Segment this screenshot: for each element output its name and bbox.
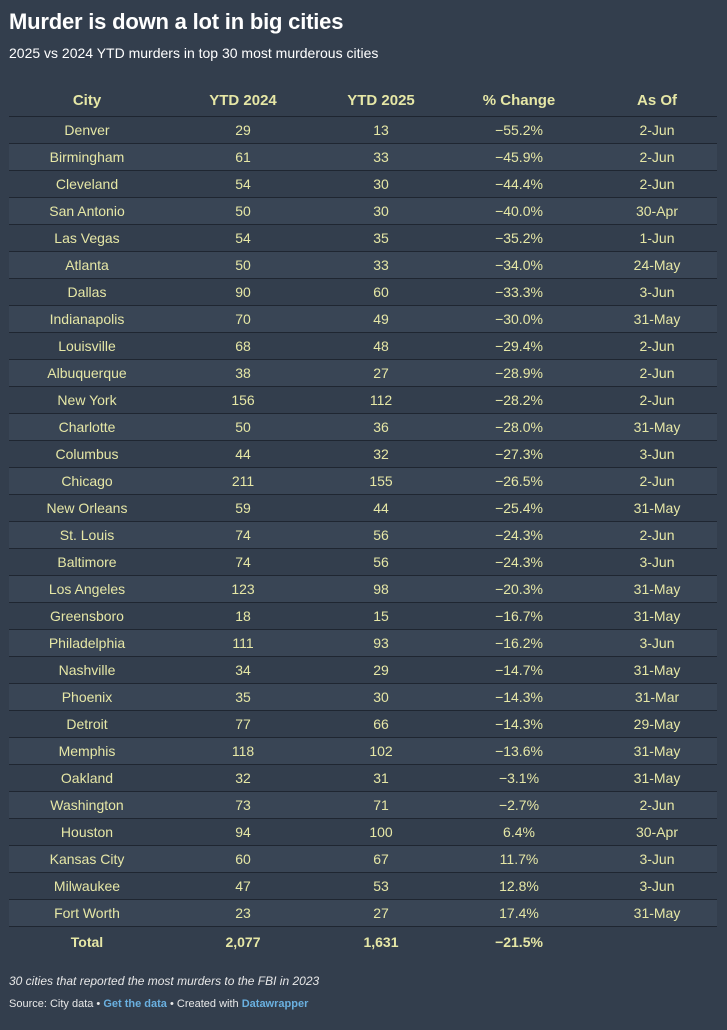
- table-row: [9, 873, 717, 900]
- pct-change-cell: −16.2%: [441, 630, 597, 657]
- table-row: [9, 819, 717, 846]
- table-row: [9, 657, 717, 684]
- as-of-cell: 2-Jun: [597, 171, 717, 198]
- ytd-2024-cell: 111: [165, 630, 321, 657]
- footer-separator: •: [166, 998, 177, 1010]
- ytd-2024-cell: 59: [165, 495, 321, 522]
- city-cell: Las Vegas: [9, 225, 165, 252]
- as-of-cell: 31-May: [597, 576, 717, 603]
- table-row: [9, 441, 717, 468]
- city-cell: Phoenix: [9, 684, 165, 711]
- table-row: [9, 765, 717, 792]
- table-row: [9, 792, 717, 819]
- table-row: [9, 144, 717, 171]
- pct-change-cell: −29.4%: [441, 333, 597, 360]
- pct-change-cell: −30.0%: [441, 306, 597, 333]
- pct-change-cell: −24.3%: [441, 549, 597, 576]
- table-row: [9, 360, 717, 387]
- city-cell: Columbus: [9, 441, 165, 468]
- as-of-cell: 30-Apr: [597, 198, 717, 225]
- ytd-2024-cell: 77: [165, 711, 321, 738]
- ytd-2024-cell: 38: [165, 360, 321, 387]
- city-cell: Cleveland: [9, 171, 165, 198]
- chart-notes: 30 cities that reported the most murders to the FBI in 2023: [9, 974, 320, 988]
- as-of-cell: 2-Jun: [597, 144, 717, 171]
- pct-change-cell: −14.3%: [441, 711, 597, 738]
- pct-change-cell: 12.8%: [441, 873, 597, 900]
- city-cell: New Orleans: [9, 495, 165, 522]
- ytd-2025-cell: 32: [321, 441, 441, 468]
- city-cell: Baltimore: [9, 549, 165, 576]
- as-of-cell: 3-Jun: [597, 630, 717, 657]
- datawrapper-link[interactable]: Datawrapper: [241, 998, 309, 1010]
- ytd-2025-cell: 30: [321, 198, 441, 225]
- ytd-2024-cell: 74: [165, 549, 321, 576]
- table-row: [9, 117, 717, 144]
- total-as-of: [597, 927, 717, 958]
- city-cell: Louisville: [9, 333, 165, 360]
- as-of-cell: 31-May: [597, 603, 717, 630]
- ytd-2024-cell: 44: [165, 441, 321, 468]
- pct-change-cell: −26.5%: [441, 468, 597, 495]
- column-header-ytd-2025[interactable]: YTD 2025: [321, 86, 441, 117]
- ytd-2024-cell: 54: [165, 225, 321, 252]
- ytd-2024-cell: 123: [165, 576, 321, 603]
- city-cell: Chicago: [9, 468, 165, 495]
- ytd-2025-cell: 155: [321, 468, 441, 495]
- city-cell: Kansas City: [9, 846, 165, 873]
- table-header-row: [9, 86, 717, 117]
- ytd-2025-cell: 30: [321, 171, 441, 198]
- city-cell: Nashville: [9, 657, 165, 684]
- ytd-2024-cell: 23: [165, 900, 321, 927]
- pct-change-cell: −35.2%: [441, 225, 597, 252]
- table-body: [9, 117, 717, 927]
- ytd-2025-cell: 13: [321, 117, 441, 144]
- pct-change-cell: −45.9%: [441, 144, 597, 171]
- ytd-2025-cell: 100: [321, 819, 441, 846]
- footer-separator: •: [93, 998, 104, 1010]
- pct-change-cell: −25.4%: [441, 495, 597, 522]
- table-row: [9, 522, 717, 549]
- ytd-2024-cell: 94: [165, 819, 321, 846]
- total-ytd-2024: 2,077: [165, 927, 321, 958]
- ytd-2024-cell: 34: [165, 657, 321, 684]
- pct-change-cell: −33.3%: [441, 279, 597, 306]
- chart-subtitle: 2025 vs 2024 YTD murders in top 30 most murderous cities: [9, 45, 379, 61]
- pct-change-cell: −55.2%: [441, 117, 597, 144]
- chart-footer: [9, 998, 308, 1010]
- ytd-2025-cell: 56: [321, 522, 441, 549]
- table-row: [9, 576, 717, 603]
- source-text: Source: City data: [9, 998, 94, 1010]
- table-row: [9, 171, 717, 198]
- ytd-2024-cell: 50: [165, 252, 321, 279]
- ytd-2024-cell: 47: [165, 873, 321, 900]
- as-of-cell: 3-Jun: [597, 441, 717, 468]
- get-data-link[interactable]: Get the data: [103, 998, 167, 1010]
- ytd-2025-cell: 29: [321, 657, 441, 684]
- ytd-2024-cell: 29: [165, 117, 321, 144]
- ytd-2025-cell: 56: [321, 549, 441, 576]
- created-with-text: Created with: [176, 998, 239, 1010]
- ytd-2025-cell: 33: [321, 144, 441, 171]
- as-of-cell: 24-May: [597, 252, 717, 279]
- pct-change-cell: −16.7%: [441, 603, 597, 630]
- ytd-2025-cell: 71: [321, 792, 441, 819]
- ytd-2025-cell: 49: [321, 306, 441, 333]
- ytd-2025-cell: 27: [321, 900, 441, 927]
- table-row: [9, 549, 717, 576]
- ytd-2024-cell: 70: [165, 306, 321, 333]
- as-of-cell: 2-Jun: [597, 468, 717, 495]
- total-label: Total: [9, 927, 165, 958]
- table-row: [9, 306, 717, 333]
- ytd-2025-cell: 60: [321, 279, 441, 306]
- as-of-cell: 3-Jun: [597, 846, 717, 873]
- as-of-cell: 2-Jun: [597, 117, 717, 144]
- city-cell: St. Louis: [9, 522, 165, 549]
- city-cell: New York: [9, 387, 165, 414]
- pct-change-cell: −14.7%: [441, 657, 597, 684]
- total-row: [9, 927, 717, 958]
- chart-title: Murder is down a lot in big cities: [9, 9, 344, 34]
- ytd-2024-cell: 50: [165, 414, 321, 441]
- ytd-2025-cell: 93: [321, 630, 441, 657]
- as-of-cell: 30-Apr: [597, 819, 717, 846]
- table-row: [9, 225, 717, 252]
- column-header-ytd-2024[interactable]: YTD 2024: [165, 86, 321, 117]
- chart-header: [9, 8, 718, 62]
- ytd-2025-cell: 53: [321, 873, 441, 900]
- as-of-cell: 31-May: [597, 495, 717, 522]
- as-of-cell: 2-Jun: [597, 360, 717, 387]
- table-row: [9, 684, 717, 711]
- ytd-2024-cell: 50: [165, 198, 321, 225]
- pct-change-cell: −13.6%: [441, 738, 597, 765]
- ytd-2024-cell: 18: [165, 603, 321, 630]
- city-cell: Birmingham: [9, 144, 165, 171]
- ytd-2025-cell: 44: [321, 495, 441, 522]
- as-of-cell: 31-May: [597, 738, 717, 765]
- ytd-2025-cell: 67: [321, 846, 441, 873]
- pct-change-cell: −28.0%: [441, 414, 597, 441]
- pct-change-cell: −2.7%: [441, 792, 597, 819]
- city-cell: Denver: [9, 117, 165, 144]
- table-row: [9, 468, 717, 495]
- city-cell: Albuquerque: [9, 360, 165, 387]
- city-cell: Oakland: [9, 765, 165, 792]
- pct-change-cell: 11.7%: [441, 846, 597, 873]
- city-cell: Greensboro: [9, 603, 165, 630]
- city-cell: Milwaukee: [9, 873, 165, 900]
- as-of-cell: 31-May: [597, 765, 717, 792]
- table-row: [9, 387, 717, 414]
- as-of-cell: 31-May: [597, 900, 717, 927]
- as-of-cell: 3-Jun: [597, 873, 717, 900]
- ytd-2025-cell: 36: [321, 414, 441, 441]
- as-of-cell: 2-Jun: [597, 522, 717, 549]
- ytd-2025-cell: 102: [321, 738, 441, 765]
- ytd-2025-cell: 27: [321, 360, 441, 387]
- table-row: [9, 846, 717, 873]
- city-cell: Houston: [9, 819, 165, 846]
- ytd-2024-cell: 61: [165, 144, 321, 171]
- table-row: [9, 711, 717, 738]
- pct-change-cell: −27.3%: [441, 441, 597, 468]
- as-of-cell: 2-Jun: [597, 792, 717, 819]
- city-cell: Memphis: [9, 738, 165, 765]
- pct-change-cell: −3.1%: [441, 765, 597, 792]
- ytd-2025-cell: 33: [321, 252, 441, 279]
- pct-change-cell: 17.4%: [441, 900, 597, 927]
- ytd-2024-cell: 54: [165, 171, 321, 198]
- table-row: [9, 630, 717, 657]
- ytd-2025-cell: 35: [321, 225, 441, 252]
- pct-change-cell: −28.9%: [441, 360, 597, 387]
- total-ytd-2025: 1,631: [321, 927, 441, 958]
- city-cell: San Antonio: [9, 198, 165, 225]
- column-header-as-of[interactable]: As Of: [597, 86, 717, 117]
- pct-change-cell: −24.3%: [441, 522, 597, 549]
- table-row: [9, 738, 717, 765]
- ytd-2025-cell: 15: [321, 603, 441, 630]
- pct-change-cell: −44.4%: [441, 171, 597, 198]
- city-cell: Philadelphia: [9, 630, 165, 657]
- column-header-pct-change[interactable]: % Change: [441, 86, 597, 117]
- city-cell: Washington: [9, 792, 165, 819]
- table-row: [9, 495, 717, 522]
- as-of-cell: 3-Jun: [597, 279, 717, 306]
- table-row: [9, 279, 717, 306]
- as-of-cell: 31-May: [597, 414, 717, 441]
- pct-change-cell: 6.4%: [441, 819, 597, 846]
- as-of-cell: 29-May: [597, 711, 717, 738]
- ytd-2024-cell: 60: [165, 846, 321, 873]
- ytd-2025-cell: 48: [321, 333, 441, 360]
- city-cell: Los Angeles: [9, 576, 165, 603]
- ytd-2024-cell: 211: [165, 468, 321, 495]
- table-row: [9, 603, 717, 630]
- as-of-cell: 31-Mar: [597, 684, 717, 711]
- as-of-cell: 1-Jun: [597, 225, 717, 252]
- table-row: [9, 414, 717, 441]
- pct-change-cell: −40.0%: [441, 198, 597, 225]
- as-of-cell: 31-May: [597, 306, 717, 333]
- pct-change-cell: −28.2%: [441, 387, 597, 414]
- ytd-2025-cell: 66: [321, 711, 441, 738]
- column-header-city[interactable]: City: [9, 86, 165, 117]
- ytd-2024-cell: 32: [165, 765, 321, 792]
- table-row: [9, 198, 717, 225]
- ytd-2024-cell: 156: [165, 387, 321, 414]
- as-of-cell: 2-Jun: [597, 333, 717, 360]
- ytd-2024-cell: 74: [165, 522, 321, 549]
- table-row: [9, 252, 717, 279]
- as-of-cell: 31-May: [597, 657, 717, 684]
- pct-change-cell: −20.3%: [441, 576, 597, 603]
- total-pct-change: −21.5%: [441, 927, 597, 958]
- ytd-2024-cell: 73: [165, 792, 321, 819]
- table-row: [9, 333, 717, 360]
- city-cell: Indianapolis: [9, 306, 165, 333]
- city-cell: Atlanta: [9, 252, 165, 279]
- city-cell: Dallas: [9, 279, 165, 306]
- as-of-cell: 3-Jun: [597, 549, 717, 576]
- table-row: [9, 900, 717, 927]
- as-of-cell: 2-Jun: [597, 387, 717, 414]
- city-cell: Detroit: [9, 711, 165, 738]
- pct-change-cell: −34.0%: [441, 252, 597, 279]
- ytd-2024-cell: 118: [165, 738, 321, 765]
- ytd-2025-cell: 30: [321, 684, 441, 711]
- pct-change-cell: −14.3%: [441, 684, 597, 711]
- ytd-2025-cell: 98: [321, 576, 441, 603]
- ytd-2024-cell: 68: [165, 333, 321, 360]
- ytd-2025-cell: 112: [321, 387, 441, 414]
- ytd-2024-cell: 90: [165, 279, 321, 306]
- murder-table: [9, 86, 717, 957]
- city-cell: Charlotte: [9, 414, 165, 441]
- ytd-2024-cell: 35: [165, 684, 321, 711]
- city-cell: Fort Worth: [9, 900, 165, 927]
- ytd-2025-cell: 31: [321, 765, 441, 792]
